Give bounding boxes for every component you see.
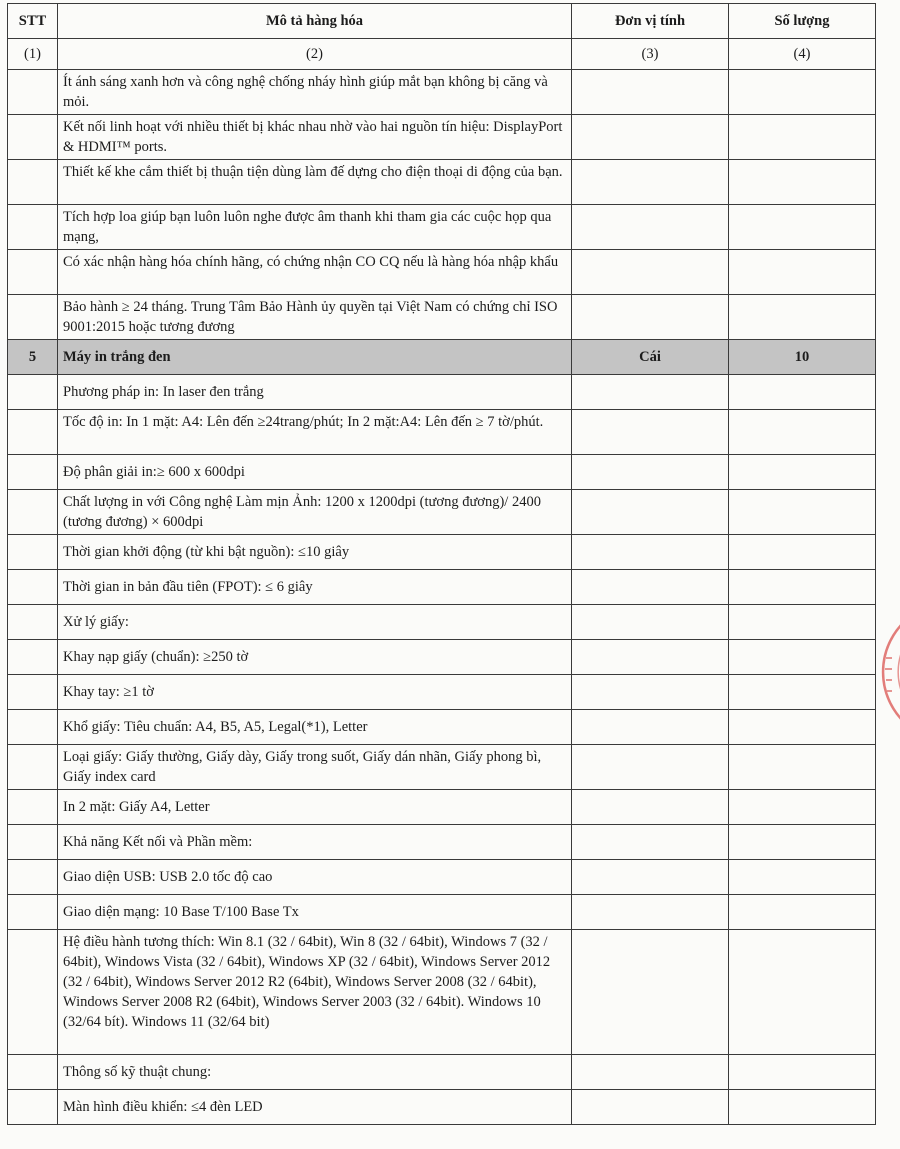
index-unit: (3) xyxy=(572,39,729,70)
unit-cell xyxy=(572,70,729,115)
stt-cell xyxy=(8,605,58,640)
quantity-cell xyxy=(729,295,876,340)
table-row xyxy=(8,710,876,745)
unit-cell xyxy=(572,640,729,675)
index-row xyxy=(8,39,876,70)
unit-cell xyxy=(572,825,729,860)
header-row xyxy=(8,4,876,39)
table-row xyxy=(8,115,876,160)
stt-cell xyxy=(8,1055,58,1090)
description-cell: Hệ điều hành tương thích: Win 8.1 (32 / 64bit), Win 8 (32 / 64bit), Windows 7 (32 / 64bit), Windows Vista (32 / 64bit), Windows XP (32 / 64bit), Windows Server 2012 (32 / 64bit), Windows Server 2012 R2 (64bit), Windows Server 2008 (32 / 64bit), Windows Server 2008 R2 (64bit), Windows Server 2003 (32 / 64bit). Windows 10 (32/64 bít). Windows 11 (32/64 bit) xyxy=(58,930,572,1055)
description-cell: In 2 mặt: Giấy A4, Letter xyxy=(58,790,572,825)
table-row xyxy=(8,895,876,930)
index-stt: (1) xyxy=(8,39,58,70)
table-row xyxy=(8,250,876,295)
description-cell: Chất lượng in với Công nghệ Làm mịn Ảnh: 1200 x 1200dpi (tương đương)/ 2400 (tương đương) × 600dpi xyxy=(58,490,572,535)
quantity-cell xyxy=(729,675,876,710)
description-cell: Độ phân giải in:≥ 600 x 600dpi xyxy=(58,455,572,490)
table-row xyxy=(8,455,876,490)
quantity-cell xyxy=(729,825,876,860)
index-description: (2) xyxy=(58,39,572,70)
table-row xyxy=(8,570,876,605)
quantity-cell xyxy=(729,1055,876,1090)
header-unit: Đơn vị tính xyxy=(572,4,729,39)
section-quantity: 10 xyxy=(729,340,876,375)
unit-cell xyxy=(572,860,729,895)
table-row xyxy=(8,295,876,340)
quantity-cell xyxy=(729,930,876,1055)
header-quantity: Số lượng xyxy=(729,4,876,39)
quantity-cell xyxy=(729,535,876,570)
unit-cell xyxy=(572,1055,729,1090)
stt-cell xyxy=(8,1090,58,1125)
unit-cell xyxy=(572,675,729,710)
quantity-cell xyxy=(729,710,876,745)
unit-cell xyxy=(572,205,729,250)
description-cell: Thời gian khởi động (từ khi bật nguồn): ≤10 giây xyxy=(58,535,572,570)
description-cell: Giao diện USB: USB 2.0 tốc độ cao xyxy=(58,860,572,895)
unit-cell xyxy=(572,535,729,570)
quantity-cell xyxy=(729,790,876,825)
stt-cell xyxy=(8,455,58,490)
description-cell: Tốc độ in: In 1 mặt: A4: Lên đến ≥24trang/phút; In 2 mặt:A4: Lên đến ≥ 7 tờ/phút. xyxy=(58,410,572,455)
stt-cell xyxy=(8,295,58,340)
table-row xyxy=(8,825,876,860)
description-cell: Khổ giấy: Tiêu chuẩn: A4, B5, A5, Legal(*1), Letter xyxy=(58,710,572,745)
section-row xyxy=(8,340,876,375)
quantity-cell xyxy=(729,205,876,250)
unit-cell xyxy=(572,455,729,490)
table-row xyxy=(8,745,876,790)
stt-cell xyxy=(8,825,58,860)
unit-cell xyxy=(572,605,729,640)
quantity-cell xyxy=(729,1090,876,1125)
stt-cell xyxy=(8,675,58,710)
unit-cell xyxy=(572,895,729,930)
description-cell: Ít ánh sáng xanh hơn và công nghệ chống nháy hình giúp mắt bạn không bị căng và mỏi. xyxy=(58,70,572,115)
stt-cell xyxy=(8,490,58,535)
stt-cell xyxy=(8,860,58,895)
quantity-cell xyxy=(729,410,876,455)
header-description: Mô tả hàng hóa xyxy=(58,4,572,39)
description-cell: Thiết kế khe cắm thiết bị thuận tiện dùng làm đế dựng cho điện thoại di động của bạn. xyxy=(58,160,572,205)
quantity-cell xyxy=(729,115,876,160)
unit-cell xyxy=(572,710,729,745)
table-row xyxy=(8,860,876,895)
quantity-cell xyxy=(729,70,876,115)
unit-cell xyxy=(572,790,729,825)
stt-cell xyxy=(8,410,58,455)
quantity-cell xyxy=(729,250,876,295)
unit-cell xyxy=(572,930,729,1055)
section-stt: 5 xyxy=(8,340,58,375)
description-cell: Bảo hành ≥ 24 tháng. Trung Tâm Bảo Hành ủy quyền tại Việt Nam có chứng chỉ ISO 9001:2015 hoặc tương đương xyxy=(58,295,572,340)
stamp-fragment xyxy=(877,612,900,732)
stt-cell xyxy=(8,895,58,930)
table-row xyxy=(8,640,876,675)
unit-cell xyxy=(572,490,729,535)
stt-cell xyxy=(8,250,58,295)
quantity-cell xyxy=(729,895,876,930)
unit-cell xyxy=(572,115,729,160)
unit-cell xyxy=(572,160,729,205)
quantity-cell xyxy=(729,160,876,205)
description-cell: Giao diện mạng: 10 Base T/100 Base Tx xyxy=(58,895,572,930)
index-quantity: (4) xyxy=(729,39,876,70)
table-row xyxy=(8,930,876,1055)
section-unit: Cái xyxy=(572,340,729,375)
table-row xyxy=(8,535,876,570)
table-row xyxy=(8,70,876,115)
section-name: Máy in trắng đen xyxy=(58,340,572,375)
stt-cell xyxy=(8,375,58,410)
description-cell: Kết nối linh hoạt với nhiều thiết bị khác nhau nhờ vào hai nguồn tín hiệu: DisplayPort & HDMI™ ports. xyxy=(58,115,572,160)
description-cell: Loại giấy: Giấy thường, Giấy dày, Giấy trong suốt, Giấy dán nhãn, Giấy phong bì, Giấy index card xyxy=(58,745,572,790)
stt-cell xyxy=(8,745,58,790)
quantity-cell xyxy=(729,605,876,640)
unit-cell xyxy=(572,295,729,340)
quantity-cell xyxy=(729,570,876,605)
spec-table xyxy=(7,3,876,1125)
table-row xyxy=(8,490,876,535)
description-cell: Xử lý giấy: xyxy=(58,605,572,640)
description-cell: Tích hợp loa giúp bạn luôn luôn nghe được âm thanh khi tham gia các cuộc họp qua mạng, xyxy=(58,205,572,250)
description-cell: Khả năng Kết nối và Phần mềm: xyxy=(58,825,572,860)
quantity-cell xyxy=(729,455,876,490)
description-cell: Màn hình điều khiển: ≤4 đèn LED xyxy=(58,1090,572,1125)
table-row xyxy=(8,790,876,825)
quantity-cell xyxy=(729,745,876,790)
quantity-cell xyxy=(729,640,876,675)
table-row xyxy=(8,1090,876,1125)
stt-cell xyxy=(8,535,58,570)
stt-cell xyxy=(8,930,58,1055)
stt-cell xyxy=(8,640,58,675)
quantity-cell xyxy=(729,490,876,535)
stt-cell xyxy=(8,160,58,205)
stt-cell xyxy=(8,115,58,160)
description-cell: Phương pháp in: In laser đen trắng xyxy=(58,375,572,410)
description-cell: Thời gian in bản đầu tiên (FPOT): ≤ 6 giây xyxy=(58,570,572,605)
unit-cell xyxy=(572,250,729,295)
description-cell: Khay tay: ≥1 tờ xyxy=(58,675,572,710)
stt-cell xyxy=(8,790,58,825)
unit-cell xyxy=(572,1090,729,1125)
table-row xyxy=(8,605,876,640)
unit-cell xyxy=(572,570,729,605)
table-row xyxy=(8,675,876,710)
description-cell: Thông số kỹ thuật chung: xyxy=(58,1055,572,1090)
description-cell: Khay nạp giấy (chuẩn): ≥250 tờ xyxy=(58,640,572,675)
table-row xyxy=(8,205,876,250)
stt-cell xyxy=(8,570,58,605)
table-row xyxy=(8,410,876,455)
table-row xyxy=(8,160,876,205)
stamp-fragment-icon xyxy=(877,612,900,732)
table-row xyxy=(8,375,876,410)
table-row xyxy=(8,1055,876,1090)
unit-cell xyxy=(572,745,729,790)
quantity-cell xyxy=(729,860,876,895)
stt-cell xyxy=(8,710,58,745)
stt-cell xyxy=(8,205,58,250)
quantity-cell xyxy=(729,375,876,410)
unit-cell xyxy=(572,375,729,410)
description-cell: Có xác nhận hàng hóa chính hãng, có chứng nhận CO CQ nếu là hàng hóa nhập khẩu xyxy=(58,250,572,295)
header-stt: STT xyxy=(8,4,58,39)
unit-cell xyxy=(572,410,729,455)
stt-cell xyxy=(8,70,58,115)
